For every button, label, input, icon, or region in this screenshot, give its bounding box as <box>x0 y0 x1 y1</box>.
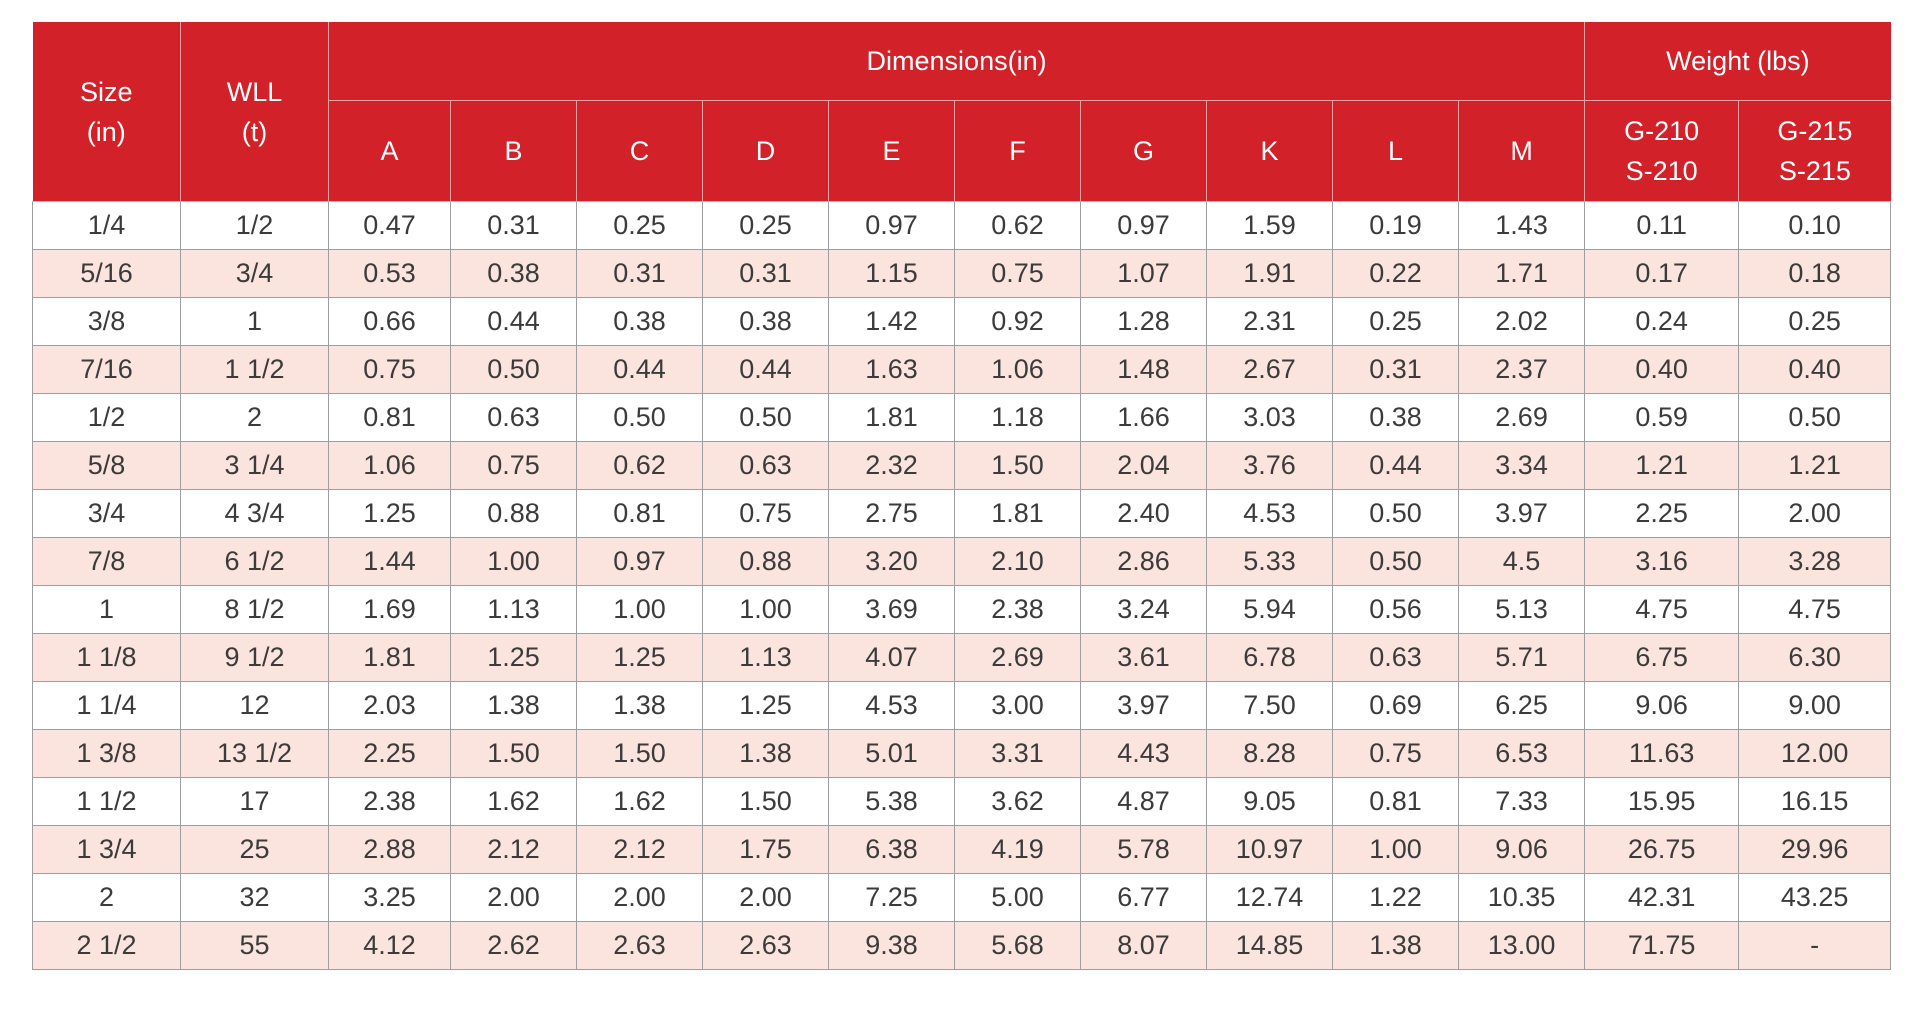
table-cell: 12 <box>181 682 329 730</box>
table-cell: 5.33 <box>1207 538 1333 586</box>
table-cell: 1.25 <box>451 634 577 682</box>
table-row <box>33 394 1891 442</box>
table-row <box>33 490 1891 538</box>
dimension-col-header-g: G <box>1081 101 1207 202</box>
table-cell: 1.63 <box>829 346 955 394</box>
wll-header-line1: WLL <box>226 76 283 107</box>
table-cell: 2 <box>181 394 329 442</box>
table-cell: 1.62 <box>451 778 577 826</box>
table-cell: 5/16 <box>33 250 181 298</box>
table-cell: 0.38 <box>1333 394 1459 442</box>
table-cell: 1.25 <box>703 682 829 730</box>
table-cell: 5.94 <box>1207 586 1333 634</box>
table-cell: 1 3/8 <box>33 730 181 778</box>
table-cell: 4.12 <box>329 922 451 970</box>
table-cell: 2.63 <box>577 922 703 970</box>
table-cell: 1.62 <box>577 778 703 826</box>
table-cell: 12.00 <box>1739 730 1891 778</box>
table-cell: 0.88 <box>703 538 829 586</box>
table-cell: 0.38 <box>577 298 703 346</box>
table-cell: 3.20 <box>829 538 955 586</box>
table-cell: 2.67 <box>1207 346 1333 394</box>
table-cell: 0.97 <box>1081 202 1207 250</box>
table-cell: 43.25 <box>1739 874 1891 922</box>
table-cell: 1.50 <box>955 442 1081 490</box>
table-cell: 0.44 <box>1333 442 1459 490</box>
table-cell: 5.78 <box>1081 826 1207 874</box>
table-cell: 10.97 <box>1207 826 1333 874</box>
table-cell: 4.43 <box>1081 730 1207 778</box>
table-row <box>33 346 1891 394</box>
table-cell: 13 1/2 <box>181 730 329 778</box>
table-cell: 0.63 <box>451 394 577 442</box>
table-cell: 0.38 <box>451 250 577 298</box>
table-cell: 2.62 <box>451 922 577 970</box>
table-cell: 0.11 <box>1585 202 1739 250</box>
table-cell: 2.25 <box>1585 490 1739 538</box>
table-cell: 1 <box>33 586 181 634</box>
table-cell: 0.50 <box>1333 538 1459 586</box>
table-cell: 4.19 <box>955 826 1081 874</box>
table-cell: 0.44 <box>577 346 703 394</box>
table-cell: 14.85 <box>1207 922 1333 970</box>
table-cell: 1.50 <box>703 778 829 826</box>
table-cell: 1.50 <box>577 730 703 778</box>
table-cell: 5.38 <box>829 778 955 826</box>
size-header-line2: (in) <box>86 116 126 147</box>
table-cell: 5.71 <box>1459 634 1585 682</box>
table-cell: 2.31 <box>1207 298 1333 346</box>
table-cell: 7.33 <box>1459 778 1585 826</box>
table-cell: 0.17 <box>1585 250 1739 298</box>
table-cell: 3.97 <box>1081 682 1207 730</box>
table-row <box>33 250 1891 298</box>
table-cell: 1 1/2 <box>33 778 181 826</box>
table-cell: 1.13 <box>451 586 577 634</box>
table-header <box>33 22 1891 202</box>
dimensions-group-header: Dimensions(in) <box>329 22 1585 101</box>
table-cell: 11.63 <box>1585 730 1739 778</box>
table-cell: 8.28 <box>1207 730 1333 778</box>
table-cell: 17 <box>181 778 329 826</box>
table-cell: 9 1/2 <box>181 634 329 682</box>
table-cell: 9.06 <box>1459 826 1585 874</box>
table-cell: 3.28 <box>1739 538 1891 586</box>
dimension-col-header-m: M <box>1459 101 1585 202</box>
table-cell: 0.75 <box>1333 730 1459 778</box>
table-cell: 4 3/4 <box>181 490 329 538</box>
table-cell: 0.69 <box>1333 682 1459 730</box>
dimension-col-header-e: E <box>829 101 955 202</box>
table-cell: 0.40 <box>1585 346 1739 394</box>
table-cell: 12.74 <box>1207 874 1333 922</box>
dimension-col-header-l: L <box>1333 101 1459 202</box>
table-cell: 5/8 <box>33 442 181 490</box>
table-cell: 5.01 <box>829 730 955 778</box>
table-cell: 0.75 <box>329 346 451 394</box>
table-cell: 2.00 <box>1739 490 1891 538</box>
table-cell: 3.76 <box>1207 442 1333 490</box>
table-cell: 2.00 <box>451 874 577 922</box>
size-header-line1: Size <box>79 76 133 107</box>
table-cell: 2.00 <box>703 874 829 922</box>
weight-col-header-line: S-210 <box>1625 156 1698 186</box>
weight-group-header: Weight (lbs) <box>1585 22 1891 101</box>
table-cell: 2.75 <box>829 490 955 538</box>
table-cell: 1 <box>181 298 329 346</box>
table-cell: 71.75 <box>1585 922 1739 970</box>
table-cell: 4.07 <box>829 634 955 682</box>
table-row <box>33 586 1891 634</box>
weight-col-header-1 <box>1585 101 1739 202</box>
table-cell: 4.5 <box>1459 538 1585 586</box>
table-cell: 1.50 <box>451 730 577 778</box>
table-cell: 1.00 <box>1333 826 1459 874</box>
table-cell: 1.21 <box>1739 442 1891 490</box>
weight-col-header-line: G-215 <box>1777 116 1853 146</box>
table-cell: 1.69 <box>329 586 451 634</box>
table-cell: 6.30 <box>1739 634 1891 682</box>
table-cell: 0.75 <box>451 442 577 490</box>
table-cell: 0.31 <box>451 202 577 250</box>
table-cell: 0.31 <box>577 250 703 298</box>
table-cell: 1.81 <box>829 394 955 442</box>
dimension-col-header-d: D <box>703 101 829 202</box>
table-cell: 5.68 <box>955 922 1081 970</box>
table-cell: 1 1/8 <box>33 634 181 682</box>
table-cell: 3.61 <box>1081 634 1207 682</box>
table-cell: 0.50 <box>703 394 829 442</box>
table-cell: 1.06 <box>955 346 1081 394</box>
table-cell: 7.25 <box>829 874 955 922</box>
table-cell: 3 1/4 <box>181 442 329 490</box>
table-cell: 5.13 <box>1459 586 1585 634</box>
table-row <box>33 730 1891 778</box>
spec-table-container <box>32 22 1888 974</box>
table-cell: 2 <box>33 874 181 922</box>
table-cell: 2.37 <box>1459 346 1585 394</box>
shackle-spec-table <box>32 22 1891 970</box>
table-cell: 0.38 <box>703 298 829 346</box>
table-cell: 6.78 <box>1207 634 1333 682</box>
table-cell: 1.18 <box>955 394 1081 442</box>
table-cell: 6.25 <box>1459 682 1585 730</box>
table-cell: 1.00 <box>703 586 829 634</box>
table-cell: 3.00 <box>955 682 1081 730</box>
table-cell: 0.81 <box>577 490 703 538</box>
table-cell: 0.50 <box>1333 490 1459 538</box>
table-cell: 4.75 <box>1585 586 1739 634</box>
table-cell: 0.44 <box>451 298 577 346</box>
table-body <box>33 202 1891 970</box>
table-cell: 0.25 <box>577 202 703 250</box>
table-cell: 0.97 <box>577 538 703 586</box>
table-cell: 1.66 <box>1081 394 1207 442</box>
table-cell: 1.42 <box>829 298 955 346</box>
table-cell: 3/4 <box>33 490 181 538</box>
table-cell: 3.03 <box>1207 394 1333 442</box>
table-cell: 2.04 <box>1081 442 1207 490</box>
table-cell: 1/2 <box>33 394 181 442</box>
table-cell: 0.31 <box>703 250 829 298</box>
table-cell: 1.25 <box>329 490 451 538</box>
table-cell: 2.02 <box>1459 298 1585 346</box>
table-cell: 0.47 <box>329 202 451 250</box>
table-cell: 0.62 <box>577 442 703 490</box>
table-cell: 0.97 <box>829 202 955 250</box>
table-cell: 25 <box>181 826 329 874</box>
table-cell: 0.75 <box>703 490 829 538</box>
table-cell: 1 1/2 <box>181 346 329 394</box>
table-cell: 0.88 <box>451 490 577 538</box>
table-cell: 3.16 <box>1585 538 1739 586</box>
table-cell: 1.38 <box>577 682 703 730</box>
table-cell: 1.43 <box>1459 202 1585 250</box>
table-cell: 1.25 <box>577 634 703 682</box>
table-cell: 0.25 <box>1739 298 1891 346</box>
dimension-col-header-a: A <box>329 101 451 202</box>
table-cell: - <box>1739 922 1891 970</box>
table-cell: 2.69 <box>955 634 1081 682</box>
table-cell: 1.48 <box>1081 346 1207 394</box>
table-cell: 0.50 <box>1739 394 1891 442</box>
table-cell: 2.10 <box>955 538 1081 586</box>
weight-col-header-2 <box>1739 101 1891 202</box>
table-cell: 3/8 <box>33 298 181 346</box>
table-cell: 8.07 <box>1081 922 1207 970</box>
table-cell: 15.95 <box>1585 778 1739 826</box>
table-cell: 1.81 <box>955 490 1081 538</box>
table-cell: 1.44 <box>329 538 451 586</box>
table-cell: 29.96 <box>1739 826 1891 874</box>
table-cell: 6.75 <box>1585 634 1739 682</box>
size-header <box>33 22 181 202</box>
table-cell: 1.06 <box>329 442 451 490</box>
table-cell: 0.40 <box>1739 346 1891 394</box>
table-cell: 1.81 <box>329 634 451 682</box>
dimension-col-header-c: C <box>577 101 703 202</box>
dimension-col-header-f: F <box>955 101 1081 202</box>
table-cell: 1.21 <box>1585 442 1739 490</box>
table-row <box>33 442 1891 490</box>
table-cell: 0.62 <box>955 202 1081 250</box>
table-cell: 5.00 <box>955 874 1081 922</box>
table-cell: 0.22 <box>1333 250 1459 298</box>
table-cell: 1.59 <box>1207 202 1333 250</box>
table-cell: 2.25 <box>329 730 451 778</box>
table-cell: 7.50 <box>1207 682 1333 730</box>
table-cell: 2.00 <box>577 874 703 922</box>
table-cell: 0.92 <box>955 298 1081 346</box>
table-cell: 2.88 <box>329 826 451 874</box>
table-cell: 1/2 <box>181 202 329 250</box>
table-cell: 2.03 <box>329 682 451 730</box>
table-cell: 3.34 <box>1459 442 1585 490</box>
table-cell: 1.75 <box>703 826 829 874</box>
table-cell: 3.62 <box>955 778 1081 826</box>
table-cell: 6 1/2 <box>181 538 329 586</box>
table-cell: 9.05 <box>1207 778 1333 826</box>
dimension-col-header-b: B <box>451 101 577 202</box>
table-cell: 0.56 <box>1333 586 1459 634</box>
table-cell: 2.32 <box>829 442 955 490</box>
table-cell: 4.87 <box>1081 778 1207 826</box>
table-cell: 0.81 <box>329 394 451 442</box>
table-cell: 1.22 <box>1333 874 1459 922</box>
table-cell: 0.63 <box>703 442 829 490</box>
table-cell: 2.40 <box>1081 490 1207 538</box>
table-cell: 0.50 <box>577 394 703 442</box>
table-cell: 2.63 <box>703 922 829 970</box>
table-cell: 0.59 <box>1585 394 1739 442</box>
table-cell: 1.28 <box>1081 298 1207 346</box>
weight-col-header-line: G-210 <box>1624 116 1700 146</box>
dimension-col-header-k: K <box>1207 101 1333 202</box>
table-cell: 1.07 <box>1081 250 1207 298</box>
table-cell: 4.53 <box>829 682 955 730</box>
table-cell: 0.50 <box>451 346 577 394</box>
wll-header-line2: (t) <box>241 116 268 147</box>
table-cell: 3.69 <box>829 586 955 634</box>
table-cell: 1.91 <box>1207 250 1333 298</box>
table-cell: 0.44 <box>703 346 829 394</box>
table-row <box>33 826 1891 874</box>
table-cell: 10.35 <box>1459 874 1585 922</box>
table-row <box>33 634 1891 682</box>
table-cell: 2.38 <box>955 586 1081 634</box>
table-row <box>33 202 1891 250</box>
table-cell: 0.24 <box>1585 298 1739 346</box>
table-cell: 1.71 <box>1459 250 1585 298</box>
table-row <box>33 298 1891 346</box>
table-cell: 1 3/4 <box>33 826 181 874</box>
table-cell: 9.00 <box>1739 682 1891 730</box>
table-cell: 0.75 <box>955 250 1081 298</box>
table-cell: 3.97 <box>1459 490 1585 538</box>
table-row <box>33 778 1891 826</box>
table-cell: 4.53 <box>1207 490 1333 538</box>
table-cell: 1.00 <box>577 586 703 634</box>
table-cell: 9.38 <box>829 922 955 970</box>
table-cell: 0.10 <box>1739 202 1891 250</box>
table-cell: 3.31 <box>955 730 1081 778</box>
table-cell: 2.38 <box>329 778 451 826</box>
table-cell: 55 <box>181 922 329 970</box>
table-cell: 0.31 <box>1333 346 1459 394</box>
table-row <box>33 922 1891 970</box>
table-cell: 13.00 <box>1459 922 1585 970</box>
table-cell: 16.15 <box>1739 778 1891 826</box>
weight-col-header-line: S-215 <box>1778 156 1851 186</box>
table-cell: 0.81 <box>1333 778 1459 826</box>
table-cell: 3.24 <box>1081 586 1207 634</box>
table-cell: 2 1/2 <box>33 922 181 970</box>
table-cell: 7/16 <box>33 346 181 394</box>
table-row <box>33 682 1891 730</box>
table-cell: 4.75 <box>1739 586 1891 634</box>
table-cell: 2.69 <box>1459 394 1585 442</box>
table-cell: 32 <box>181 874 329 922</box>
table-cell: 0.25 <box>1333 298 1459 346</box>
table-cell: 42.31 <box>1585 874 1739 922</box>
table-cell: 1.00 <box>451 538 577 586</box>
table-cell: 1 1/4 <box>33 682 181 730</box>
table-cell: 0.19 <box>1333 202 1459 250</box>
table-cell: 0.18 <box>1739 250 1891 298</box>
table-cell: 0.25 <box>703 202 829 250</box>
table-cell: 1.13 <box>703 634 829 682</box>
table-cell: 1.38 <box>703 730 829 778</box>
table-cell: 1.38 <box>451 682 577 730</box>
table-cell: 7/8 <box>33 538 181 586</box>
wll-header <box>181 22 329 202</box>
table-cell: 6.77 <box>1081 874 1207 922</box>
table-cell: 1.15 <box>829 250 955 298</box>
table-cell: 8 1/2 <box>181 586 329 634</box>
table-cell: 3/4 <box>181 250 329 298</box>
table-row <box>33 874 1891 922</box>
table-row <box>33 538 1891 586</box>
table-cell: 6.38 <box>829 826 955 874</box>
table-cell: 1.38 <box>1333 922 1459 970</box>
table-cell: 2.12 <box>577 826 703 874</box>
table-cell: 26.75 <box>1585 826 1739 874</box>
table-cell: 0.66 <box>329 298 451 346</box>
table-cell: 0.63 <box>1333 634 1459 682</box>
table-cell: 6.53 <box>1459 730 1585 778</box>
table-cell: 3.25 <box>329 874 451 922</box>
table-cell: 0.53 <box>329 250 451 298</box>
table-cell: 9.06 <box>1585 682 1739 730</box>
table-cell: 1/4 <box>33 202 181 250</box>
table-cell: 2.12 <box>451 826 577 874</box>
table-cell: 2.86 <box>1081 538 1207 586</box>
